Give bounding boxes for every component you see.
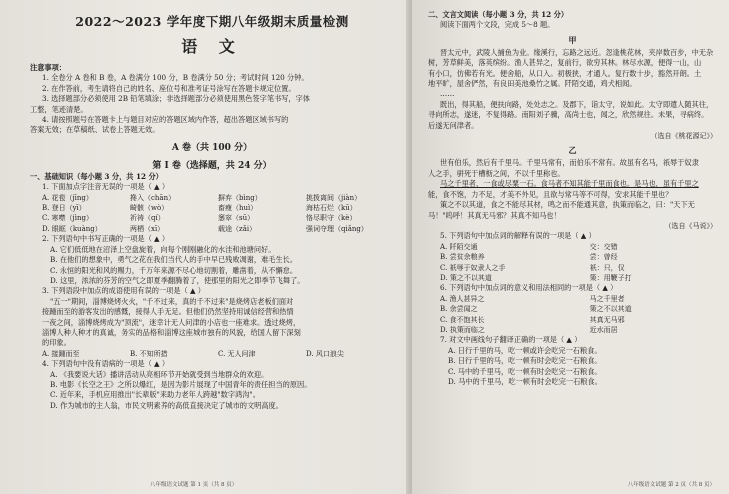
note-line: 1. 全卷分 A 卷和 B 卷，A 卷满分 100 分，B 卷满分 50 分；考试时间 120 分钟。	[42, 73, 309, 83]
q1-option: 祈祷（qí）	[130, 214, 165, 223]
q2-option: C. 永恒的阳光和风的赐力，千万年来源不尽心地切割着，雕凿着，从不懈怠。	[50, 265, 298, 275]
passage-jia-line: 有小口，仿佛若有光。便舍船，从口入。初极狭，才通人。复行数十步，豁然开朗。土	[428, 68, 702, 78]
q1-option: B. 登日（yī）	[42, 204, 86, 213]
q6-option: C. 食不饱其长	[440, 315, 485, 324]
passage-yi-line: 策之不以其道，食之不能尽其材，鸣之而不能通其意，执策而临之，曰："天下无	[440, 200, 695, 210]
section1-heading: 一、基础知识（每小题 3 分，共 12 分）	[30, 171, 163, 181]
q5-option-gloss: 尝：曾经	[589, 253, 618, 262]
exam-title: 2022～2023 学年度下期八年级期末质量检测	[75, 14, 349, 29]
question-3-options	[30, 349, 394, 359]
subject-title: 语 文	[181, 37, 243, 56]
q5-option-gloss: 交：交错	[589, 242, 618, 251]
q1-option: 畜瘦（huì）	[218, 204, 258, 213]
q1-option: 载途（zǎi）	[218, 224, 257, 233]
q3-option: A. 接踵而至	[42, 349, 80, 358]
q7-option: A. 日行千里的马，吃一顿或许会吃完一石粮食。	[448, 345, 602, 355]
q3-passage-line: 接踵而至的游客发出的感慨，接得人手无足。但他们仍然坚持用诚信经营和热情	[42, 307, 294, 317]
q3-option: C. 无人问津	[218, 349, 256, 358]
note-line: 2. 在作答前，考生请将自己的姓名、座位号和准考证号涂写在答题卡规定位置。	[42, 83, 296, 93]
q6-option: D. 执策而临之	[440, 325, 485, 334]
q5-option: D. 策之不以其道	[440, 273, 492, 282]
section2-heading: 二、文言文阅读（每小题 3 分，共 12 分）	[428, 10, 569, 19]
paper-a-heading: A 卷（共 100 分）	[171, 142, 253, 153]
question-3-stem: 3. 下列语段中加点的成语使用有误的一项是（ ▲ ）	[42, 286, 205, 296]
passage-yi-line: 马！"呜呼！其真无马邪？其真不知马也！	[428, 210, 561, 220]
q1-option: 搀入（chān）	[130, 193, 176, 202]
part1-heading: 第 I 卷（选择题，共 24 分）	[152, 160, 272, 171]
question-1-stem: 1. 下面加点字注音无误的一项是（ ▲ ）	[42, 182, 170, 192]
q6-option: B. 余尝闻之	[440, 305, 478, 314]
q3-passage-line: 淄博人种人种才的真诚，务实的品格和淄博这座城市独有的风貌，给国人留下深刻	[42, 327, 301, 337]
passage-jia-line: 晋太元中，武陵人捕鱼为业。缘溪行，忘路之远近。忽逢桃花林，夹岸数百步，中无杂	[440, 47, 714, 57]
q7-option: C. 马中的千里马，吃一顿有时会吃完一石粮食。	[448, 366, 602, 376]
q1-option: 强词夺理（qiǎng）	[306, 224, 368, 233]
q5-option: B. 尝贫余粮养	[440, 253, 485, 262]
passage-jia-source: （选自《桃花源记》）	[650, 132, 717, 141]
q2-option: D. 这里，浓浓的芬芳的空气之即夏季翻腾着了，使那里的阳光之即季节飞舞了。	[50, 275, 305, 285]
q7-option: B. 日行千里的马，吃一顿有时会吃完一石粮食。	[448, 356, 602, 366]
q1-option: 两栖（xī）	[130, 224, 165, 233]
q6-option-pair: 策之不以其道	[589, 305, 632, 314]
q4-option: D. 作为城市的主人翁，市民文明素养的高低直接决定了城市的文明高度。	[50, 400, 283, 410]
passage-jia-line: 后遂无问津者。	[428, 120, 479, 130]
q6-option-pair: 其真无马邪	[589, 315, 625, 324]
question-5-options	[428, 242, 717, 284]
passage-yi-line: 世有伯乐，然后有千里马。千里马常有，而伯乐不常有。故虽有名马，祇辱于奴隶	[440, 158, 699, 168]
q3-passage-line: 的印象。	[42, 338, 71, 348]
passage-jia-heading: 甲	[568, 34, 577, 45]
notes-heading: 注意事项：	[30, 63, 66, 72]
q1-option: C. 寒噤（jìng）	[42, 214, 93, 223]
question-1-options	[30, 193, 394, 235]
question-5-stem: 5. 下列语句中加点词的解释有误的一项是（ ▲ ）	[440, 231, 596, 241]
q1-option: 海枯石烂（kū）	[306, 204, 357, 213]
section2-intro: 阅读下面两个文段，完成 5～8 题。	[440, 20, 555, 30]
q4-option: A. 《我要说大话》播讲活动从亮相环节开始就受到当地群众的欢迎。	[50, 369, 269, 379]
q1-option: 摒弃（bìng）	[218, 193, 262, 202]
passage-yi-line: 人之手，骈死于槽枥之间，不以千里称也。	[428, 168, 565, 178]
passage-yi-underlined-line: 马之千里者，一食或尽粟一石。食马者不知其能千里而食也。是马也，虽有千里之	[440, 179, 699, 189]
q1-option: 恪尽职守（kè）	[306, 214, 357, 223]
question-6-stem: 6. 下列语句中加点词的意义和用法相同的一项是（ ▲ ）	[440, 283, 618, 293]
q6-option: A. 渔人甚异之	[440, 294, 485, 303]
note-line: 工整，笔迹清楚。	[30, 104, 88, 114]
question-7-stem: 7. 对文中画线句子翻译正确的一项是（ ▲ ）	[440, 335, 582, 345]
q3-option: D. 风口浪尖	[306, 349, 344, 358]
q5-option-gloss: 策：用鞭子打	[589, 273, 632, 282]
q3-passage-line: "五一"期间，淄博烧烤火火，"千不过来，真的千不过来"是烧烤店老板们面对	[50, 296, 294, 306]
q6-option-pair: 近水而居	[589, 325, 618, 334]
q1-option: D. 眼眶（kuàng）	[42, 224, 102, 233]
passage-jia-line: ……	[440, 89, 455, 99]
page-footer-left: 八年级语文试题 第 1 页（共 8 页）	[150, 482, 238, 488]
q2-option: A. 它们低低地在沼泽上空盘旋着，向每个刚刚融化的水洼和池塘问好。	[50, 244, 276, 254]
q1-option: 窸窣（sū）	[218, 214, 255, 223]
passage-yi-line: 能，食不饱，力不足，才美不外见，且欲与常马等不可得，安求其能千里也？	[428, 189, 673, 199]
q3-passage-line: 一夜之间，淄博烧烤成为"顶流"，迷幸计无人问津的小店也一座难求。透过烧烤，	[42, 317, 301, 327]
q1-option: 挑拨离间（jiàn）	[306, 193, 362, 202]
q3-option: B. 不知所措	[130, 349, 168, 358]
passage-jia-line: 地平旷，屋舍俨然，有良田美池桑竹之属。阡陌交通，鸡犬相闻。	[428, 79, 637, 89]
page-footer-right: 八年级语文试题 第 2 页（共 8 页）	[627, 482, 715, 488]
q6-option-pair: 马之千里者	[589, 294, 625, 303]
q1-option: A. 花苞（jīng）	[42, 193, 93, 202]
q4-option: B. 电影《长空之王》之所以爆红，是因为影片展现了中国青年的责任担当的原因。	[50, 379, 312, 389]
question-6-options	[428, 294, 717, 336]
exam-page-right	[412, 0, 729, 494]
q7-option: D. 马中的千里马，吃一顿有时会吃完一石粮食。	[448, 377, 602, 386]
q5-option: C. 祇辱于奴隶人之手	[440, 263, 506, 272]
passage-yi-heading: 乙	[568, 145, 577, 156]
passage-jia-line: 既出，得其船，便扶向路，处处志之。及郡下，诣太守，说如此。太守即遣人随其往，	[440, 99, 714, 109]
passage-jia-line: 寻向所志，遂迷，不复得路。南阳刘子骥，高尚士也，闻之，欣然规往。未果，寻病终。	[428, 110, 709, 120]
note-line: 3. 选择题部分必须使用 2B 铅笔填涂；非选择题部分必须使用黑色签字笔书写，字体	[42, 94, 310, 104]
q5-option: A. 阡陌交通	[440, 242, 478, 251]
passage-yi-source: （选自《马说》）	[664, 221, 717, 230]
q2-option: B. 在他们的想象中，勇气之花在我们当代人的手中早已残败凋谢，难毛生长。	[50, 255, 298, 265]
q4-option: C. 近年来，手机应用推出"长辈版"来助力老年人跨越"数字鸿沟"。	[50, 390, 260, 400]
question-4-stem: 4. 下列语句中没有语病的一项是（ ▲ ）	[42, 359, 170, 369]
passage-jia-line: 树，芳草鲜美，落英缤纷。渔人甚异之，复前行，欲穷其林。林尽水源，便得一山，山	[428, 58, 702, 68]
q1-option: 畸骸（wò）	[130, 204, 169, 213]
note-line: 答案无效；在草稿纸、试卷上答题无效。	[30, 125, 160, 135]
q5-option-gloss: 祇：只，仅	[589, 263, 625, 272]
note-line: 4. 请按照题号在答题卡上与题目对应的答题区域内作答，超出答题区域书写的	[42, 115, 289, 125]
question-2-stem: 2. 下列语句中书写正确的一项是（ ▲ ）	[42, 234, 170, 244]
